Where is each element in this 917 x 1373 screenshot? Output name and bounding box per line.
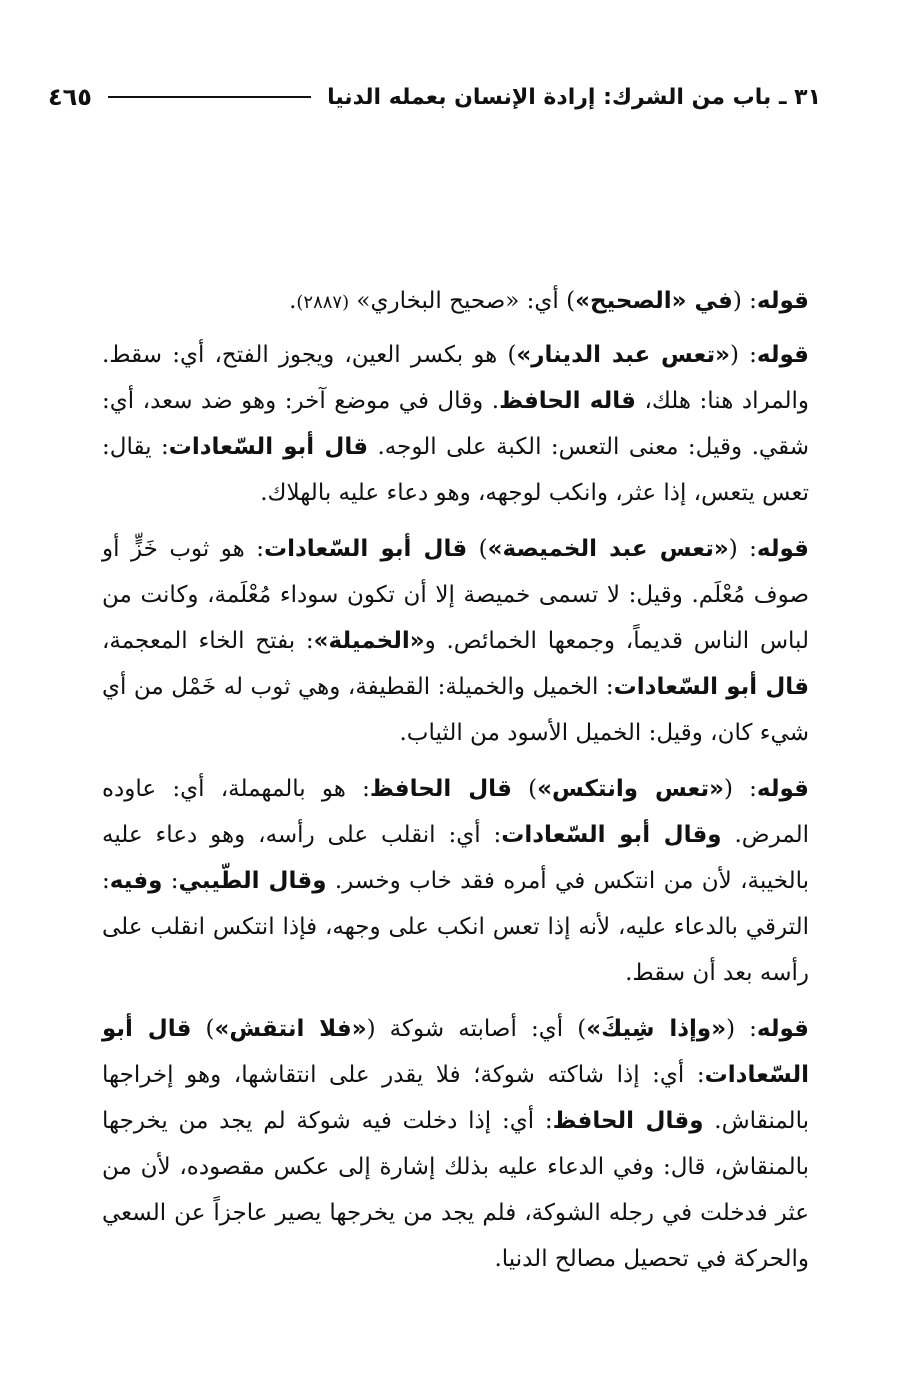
bold-term: «وإذا شِيكَ»	[586, 1016, 727, 1042]
text-run: : الترقي بالدعاء عليه، لأنه إذا تعس انكب على وجهه، فإذا انتكس انقلب على رأسه بعد أن سقط.	[102, 868, 809, 986]
header-rule	[108, 96, 311, 98]
bold-term: وقال الطّيبي	[178, 868, 327, 894]
running-header	[48, 74, 821, 120]
text-run: : هو ثوب خَزٍّ أو صوف مُعْلَم. وقيل: لا تسمى خميصة إلا أن تكون سوداء مُعْلَمة، وكانت من لباس الناس قديماً، وجمعها الخمائص. و	[102, 536, 809, 654]
bold-term: قوله	[756, 342, 809, 368]
body-text	[102, 278, 809, 1292]
bold-term: قوله	[756, 776, 809, 802]
bold-term: قال أبو السّعادات	[168, 434, 369, 460]
bold-term: «تعس عبد الدينار»	[516, 342, 731, 368]
text-run: ) أي: «صحيح البخاري»	[349, 288, 576, 314]
bold-term: قوله	[756, 288, 809, 314]
bold-term: قاله الحافظ	[499, 388, 636, 414]
text-run: ) هو بكسر العين، ويجوز الفتح، أي: سقط. والمراد هنا: هلك،	[102, 342, 809, 414]
text-run: : هو بالمهملة، أي: عاوده المرض.	[102, 776, 809, 848]
text-run: : أي: إذا شاكته شوكة؛ فلا يقدر على انتقاشها، وهو إخراجها بالمنقاش.	[102, 1062, 809, 1134]
bold-term: قوله	[756, 1016, 809, 1042]
bold-term: قوله	[756, 536, 809, 562]
commentary-paragraph	[102, 1006, 809, 1282]
text-run: : (	[730, 342, 757, 368]
text-run: )	[191, 1016, 215, 1042]
text-run: : أي: إذا دخلت فيه شوكة لم يجد من يخرجها بالمنقاش، قال: وفي الدعاء عليه بذلك إشارة إلى عكس مقصوده، لأن من عثر فدخلت في رجله الشوكة، فلم يجد من يخرجها يصير عاجزاً عن السعي والحركة في تحصيل مصالح الدنيا.	[102, 1108, 809, 1272]
commentary-paragraph	[102, 526, 809, 756]
commentary-paragraph	[102, 278, 809, 326]
text-run: :	[162, 868, 179, 894]
hadith-reference: (٢٨٨٧)	[296, 292, 350, 313]
text-run: : بفتح الخاء المعجمة،	[102, 628, 314, 654]
bold-term: في «الصحيح»	[575, 288, 733, 314]
text-run: . وقال في موضع آخر: وهو ضد سعد، أي: شقي. وقيل: معنى التعس: الكبة على الوجه.	[102, 388, 809, 460]
bold-term: «الخميلة»	[313, 628, 425, 654]
bold-term: وفيه	[109, 868, 163, 894]
text-run: : يقال: تعس يتعس، إذا عثر، وانكب لوجهه، وهو دعاء عليه بالهلاك.	[102, 434, 809, 506]
text-run: : الخميل والخميلة: القطيفة، وهي ثوب له خَمْل من أي شيء كان، وقيل: الخميل الأسود من الثياب.	[102, 674, 809, 746]
bold-term: قال أبو السّعادات	[613, 674, 809, 700]
bold-term: «تعس وانتكس»	[537, 776, 724, 802]
text-run: .	[289, 288, 297, 314]
bold-term: قال أبو السّعادات	[102, 1016, 809, 1088]
text-run: ) أي: أصابته شوكة (	[366, 1016, 587, 1042]
bold-term: «تعس عبد الخميصة»	[487, 536, 729, 562]
text-run: )	[511, 776, 538, 802]
bold-term: قال أبو السّعادات	[263, 536, 468, 562]
bold-term: «فلا انتقش»	[214, 1016, 367, 1042]
text-run: : (	[726, 1016, 757, 1042]
commentary-paragraph	[102, 332, 809, 516]
text-run: : (	[728, 536, 757, 562]
page-number: ٤٦٥	[48, 83, 92, 111]
chapter-title: ٣١ ـ باب من الشرك: إرادة الإنسان بعمله الدنيا	[327, 84, 821, 110]
commentary-paragraph	[102, 766, 809, 996]
bold-term: وقال أبو السّعادات	[501, 822, 722, 848]
text-run: : (	[732, 288, 757, 314]
bold-term: قال الحافظ	[369, 776, 512, 802]
bold-term: وقال الحافظ	[552, 1108, 704, 1134]
text-run: : أي: انقلب على رأسه، وهو دعاء عليه بالخيبة، لأن من انتكس في أمره فقد خاب وخسر.	[102, 822, 809, 894]
text-run: : (	[723, 776, 757, 802]
text-run: )	[467, 536, 488, 562]
